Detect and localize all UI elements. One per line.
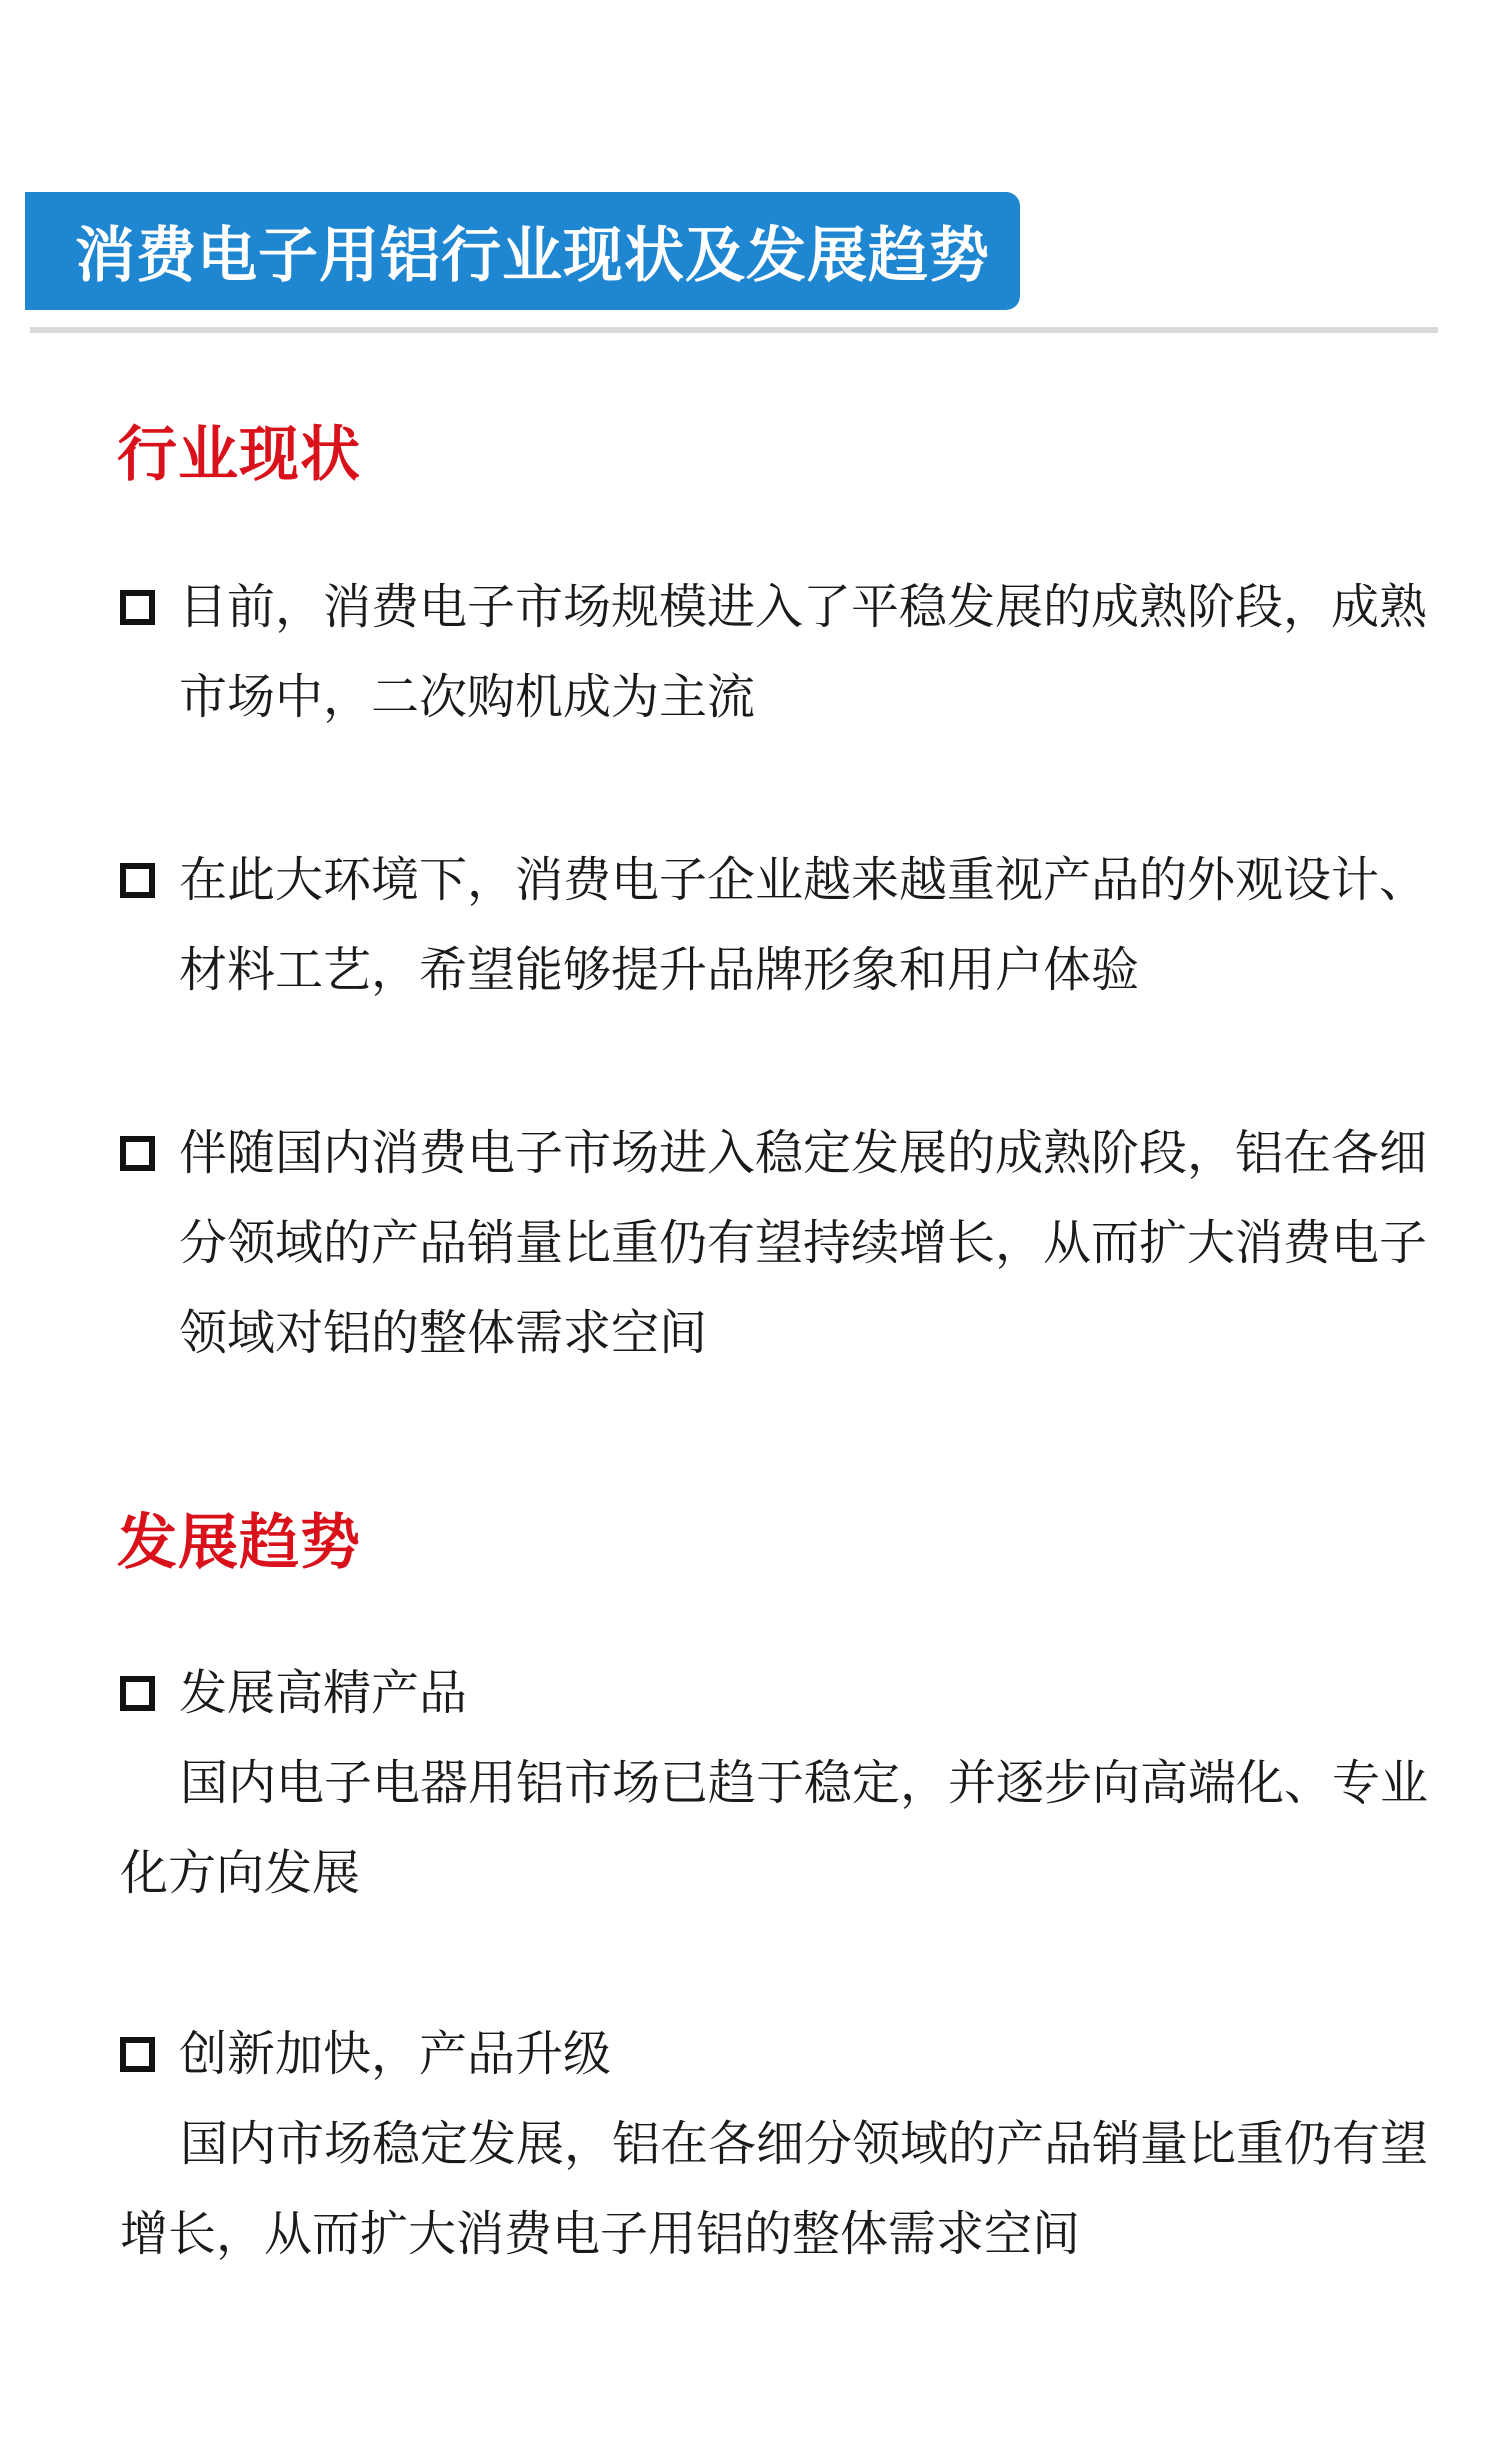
- trend-item-2: [120, 2009, 1440, 2279]
- trend-item-title: 创新加快，产品升级: [179, 2026, 612, 2082]
- status-item-1: [120, 562, 1440, 742]
- title-banner: [25, 192, 1020, 310]
- status-item-2: [120, 835, 1440, 1015]
- checkbox-bullet-icon: [120, 1136, 155, 1171]
- trend-item-1: [120, 1648, 1440, 1918]
- status-item-text: 目前，消费电子市场规模进入了平稳发展的成熟阶段，成熟市场中，二次购机成为主流: [179, 579, 1428, 725]
- status-item-text: 在此大环境下，消费电子企业越来越重视产品的外观设计、材料工艺，希望能够提升品牌形象和用户体验: [179, 852, 1428, 998]
- trend-item-title: 发展高精产品: [179, 1665, 468, 1721]
- title-divider: [30, 327, 1438, 333]
- status-item-3: [120, 1108, 1440, 1378]
- checkbox-bullet-icon: [120, 1676, 155, 1711]
- trend-item-body: 国内电子电器用铝市场已趋于稳定，并逐步向高端化、专业化方向发展: [120, 1755, 1429, 1901]
- checkbox-bullet-icon: [120, 590, 155, 625]
- checkbox-bullet-icon: [120, 2037, 155, 2072]
- status-item-text: 伴随国内消费电子市场进入稳定发展的成熟阶段，铝在各细分领域的产品销量比重仍有望持续增长，从而扩大消费电子领域对铝的整体需求空间: [179, 1125, 1428, 1361]
- trend-item-body: 国内市场稳定发展，铝在各细分领域的产品销量比重仍有望增长，从而扩大消费电子用铝的整体需求空间: [120, 2116, 1429, 2262]
- section-heading-status: 行业现状: [117, 420, 361, 490]
- checkbox-bullet-icon: [120, 863, 155, 898]
- page-title: 消费电子用铝行业现状及发展趋势: [75, 221, 990, 291]
- section-heading-trend: 发展趋势: [117, 1508, 361, 1578]
